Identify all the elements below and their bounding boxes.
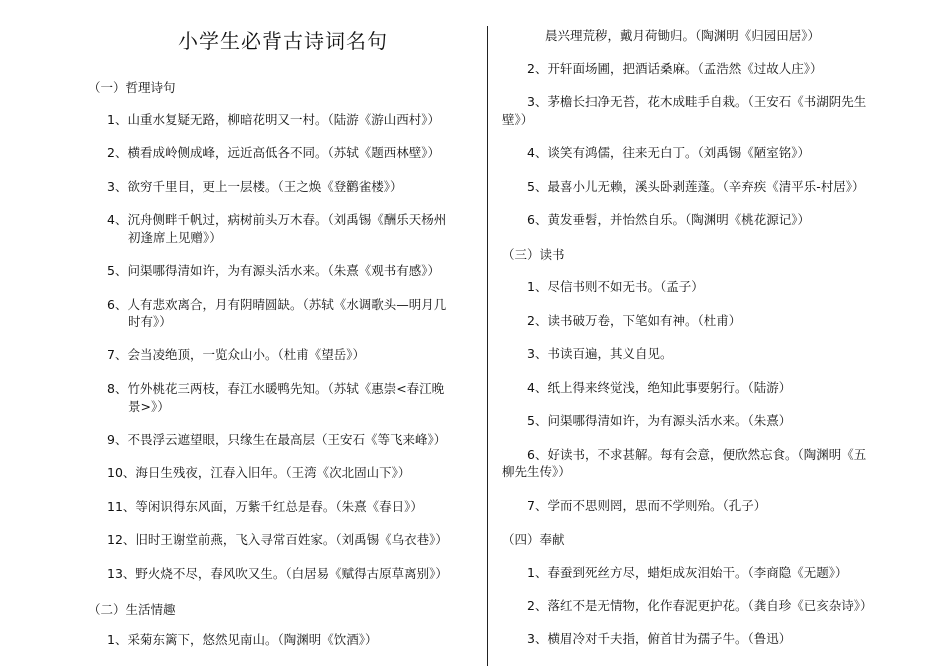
- poem-line: 2、读书破万卷，下笔如有神。（杜甫）: [527, 313, 742, 328]
- poem-line: 3、欲穷千里目，更上一层楼。（王之焕《登鹳雀楼》）: [107, 179, 403, 194]
- poem-line: 1、春蚕到死丝方尽，蜡炬成灰泪始干。（李商隐《无题》）: [527, 565, 848, 580]
- poem-line: 3、茅檐长扫净无苔，花木成畦手自栽。（王安石《书湖阴先生: [527, 94, 867, 109]
- poem-line: 初逢席上见赠》）: [128, 230, 222, 245]
- poem-line: 4、沉舟侧畔千帆过，病树前头万木春。（刘禹锡《酬乐天杨州: [107, 212, 447, 227]
- poem-line: 2、横看成岭侧成峰，远近高低各不同。（苏轼《题西林壁》）: [107, 145, 440, 160]
- section-heading-dedication: （四）奉献: [502, 532, 565, 547]
- poem-line: 景>》）: [128, 399, 170, 414]
- poem-line: 晨兴理荒秽，戴月荷锄归。（陶渊明《归园田居》）: [545, 28, 821, 43]
- poem-line: 12、旧时王谢堂前燕，飞入寻常百姓家。（刘禹锡《乌衣巷》）: [107, 532, 448, 547]
- poem-line: 6、黄发垂髫，并怡然自乐。（陶渊明《桃花源记》）: [527, 212, 810, 227]
- poem-line: 5、最喜小儿无赖，溪头卧剥莲蓬。（辛弃疾《清平乐-村居》）: [527, 179, 865, 194]
- column-divider: [487, 26, 488, 666]
- poem-line: 7、会当凌绝顶，一览众山小。（杜甫《望岳》）: [107, 347, 365, 362]
- poem-line: 1、采菊东篱下，悠然见南山。（陶渊明《饮酒》）: [107, 632, 378, 647]
- poem-line: 4、纸上得来终觉浅，绝知此事要躬行。（陆游）: [527, 380, 792, 395]
- poem-line: 时有》）: [128, 314, 172, 329]
- poem-line: 1、山重水复疑无路，柳暗花明又一村。（陆游《游山西村》）: [107, 112, 440, 127]
- poem-line: 1、尽信书则不如无书。（孟子）: [527, 279, 704, 294]
- poem-line: 3、横眉冷对千夫指，俯首甘为孺子牛。（鲁迅）: [527, 631, 792, 646]
- poem-line: 6、人有悲欢离合，月有阴晴圆缺。（苏轼《水调歌头—明月几: [107, 297, 447, 312]
- section-heading-philosophy: （一）哲理诗句: [88, 80, 176, 95]
- section-heading-reading: （三）读书: [502, 247, 565, 262]
- poem-line: 4、谈笑有鸿儒，往来无白丁。（刘禹锡《陋室铭》）: [527, 145, 810, 160]
- section-heading-life: （二）生活情趣: [88, 602, 176, 617]
- poem-line: 8、竹外桃花三两枝，春江水暖鸭先知。（苏轼《惠崇<春江晚: [107, 381, 445, 396]
- poem-line: 2、开轩面场圃，把酒话桑麻。（孟浩然《过故人庄》）: [527, 61, 823, 76]
- poem-line: 5、问渠哪得清如许，为有源头活水来。（朱熹《观书有感》）: [107, 263, 440, 278]
- poem-line: 11、等闲识得东风面，万紫千红总是春。（朱熹《春日》）: [107, 499, 423, 514]
- poem-line: 壁》）: [502, 112, 534, 127]
- page-title: 小学生必背古诗词名句: [178, 29, 388, 53]
- poem-line: 柳先生传》）: [502, 464, 571, 479]
- poem-line: 9、不畏浮云遮望眼，只缘生在最高层（王安石《等飞来峰》）: [107, 432, 447, 447]
- poem-line: 6、好读书，不求甚解。每有会意，便欣然忘食。（陶渊明《五: [527, 447, 867, 462]
- poem-line: 10、海日生残夜，江春入旧年。（王湾《次北固山下》）: [107, 465, 411, 480]
- poem-line: 7、学而不思则罔，思而不学则殆。（孔子）: [527, 498, 767, 513]
- poem-line: 13、野火烧不尽，春风吹又生。（白居易《赋得古原草离别》）: [107, 566, 448, 581]
- poem-line: 5、问渠哪得清如许，为有源头活水来。（朱熹）: [527, 413, 792, 428]
- poem-line: 2、落红不是无情物，化作春泥更护花。（龚自珍《已亥杂诗》）: [527, 598, 873, 613]
- poem-line: 3、书读百遍，其义自见。: [527, 346, 673, 361]
